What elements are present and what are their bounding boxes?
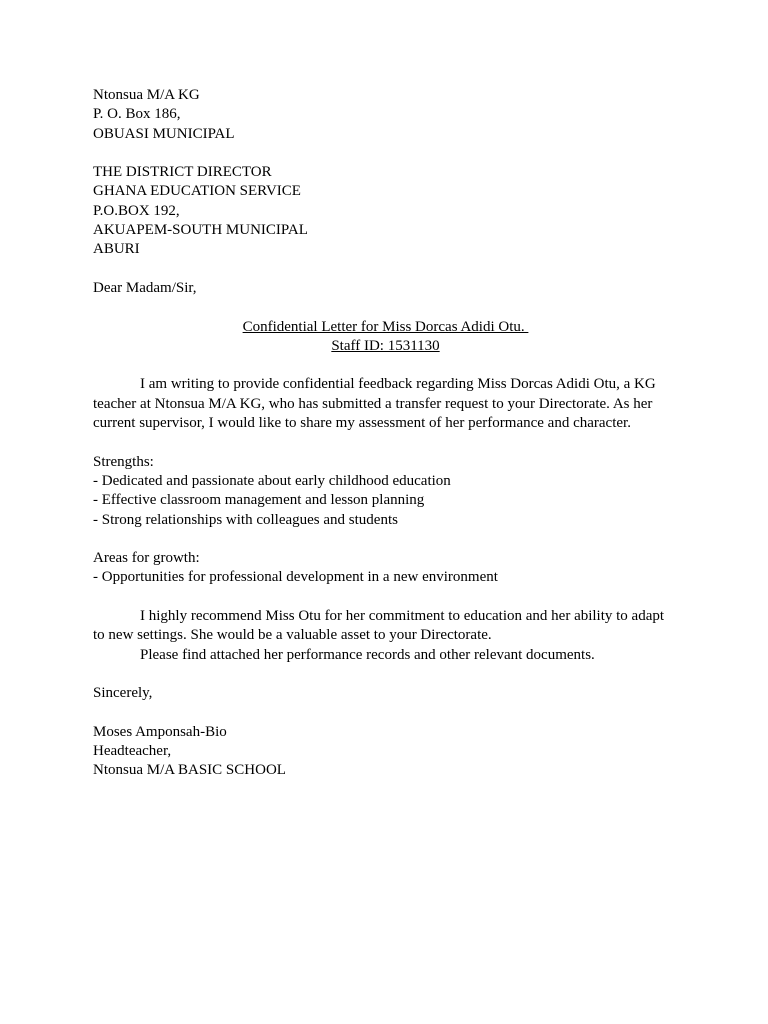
attachment-note: Please find attached her performance records and other relevant documents. bbox=[140, 646, 595, 663]
growth-list bbox=[93, 568, 678, 587]
list-item: - Opportunities for professional development in a new environment bbox=[93, 569, 498, 586]
intro-paragraph: I am writing to provide confidential feedback regarding Miss Dorcas Adidi Otu, a KG teacher at Ntonsua M/A KG, who has submitted a transfer request to your Directorate. As her current supervisor, I would like to share my assessment of her performance and character. bbox=[93, 376, 656, 432]
strengths-list bbox=[93, 472, 678, 530]
sender-address-line: Ntonsua M/A KG bbox=[93, 87, 200, 103]
recommendation-paragraph: I highly recommend Miss Otu for her commitment to education and her ability to adapt to new settings. She would be a valuable asset to your Directorate. bbox=[93, 608, 665, 644]
recipient-address-line: ABURI bbox=[93, 241, 140, 258]
sender-address bbox=[93, 86, 678, 144]
subject-heading bbox=[93, 318, 678, 357]
subject-line: Confidential Letter for Miss Dorcas Adidi Otu. bbox=[242, 318, 529, 335]
signatory-school: Ntonsua M/A BASIC SCHOOL bbox=[93, 762, 286, 779]
recipient-address-line: THE DISTRICT DIRECTOR bbox=[93, 164, 272, 181]
sender-address-line: OBUASI MUNICIPAL bbox=[93, 125, 235, 142]
signatory-name: Moses Amponsah-Bio bbox=[93, 723, 227, 740]
staff-id-line: Staff ID: 1531130 bbox=[331, 337, 440, 354]
signatory-title: Headteacher, bbox=[93, 743, 172, 760]
list-item: - Dedicated and passionate about early childhood education bbox=[93, 472, 451, 489]
list-item: - Effective classroom management and lesson planning bbox=[93, 492, 425, 509]
closing: Sincerely, bbox=[93, 685, 153, 702]
recipient-address bbox=[93, 163, 678, 259]
recipient-address-line: AKUAPEM-SOUTH MUNICIPAL bbox=[93, 222, 308, 239]
salutation: Dear Madam/Sir, bbox=[93, 279, 197, 296]
strengths-heading: Strengths: bbox=[93, 453, 154, 470]
sender-address-line: P. O. Box 186, bbox=[93, 106, 181, 123]
list-item: - Strong relationships with colleagues and students bbox=[93, 511, 398, 528]
recipient-address-line: P.O.BOX 192, bbox=[93, 202, 180, 219]
recipient-address-line: GHANA EDUCATION SERVICE bbox=[93, 183, 301, 200]
letter-page bbox=[93, 86, 678, 781]
growth-heading: Areas for growth: bbox=[93, 550, 200, 567]
signature-block bbox=[93, 723, 678, 781]
